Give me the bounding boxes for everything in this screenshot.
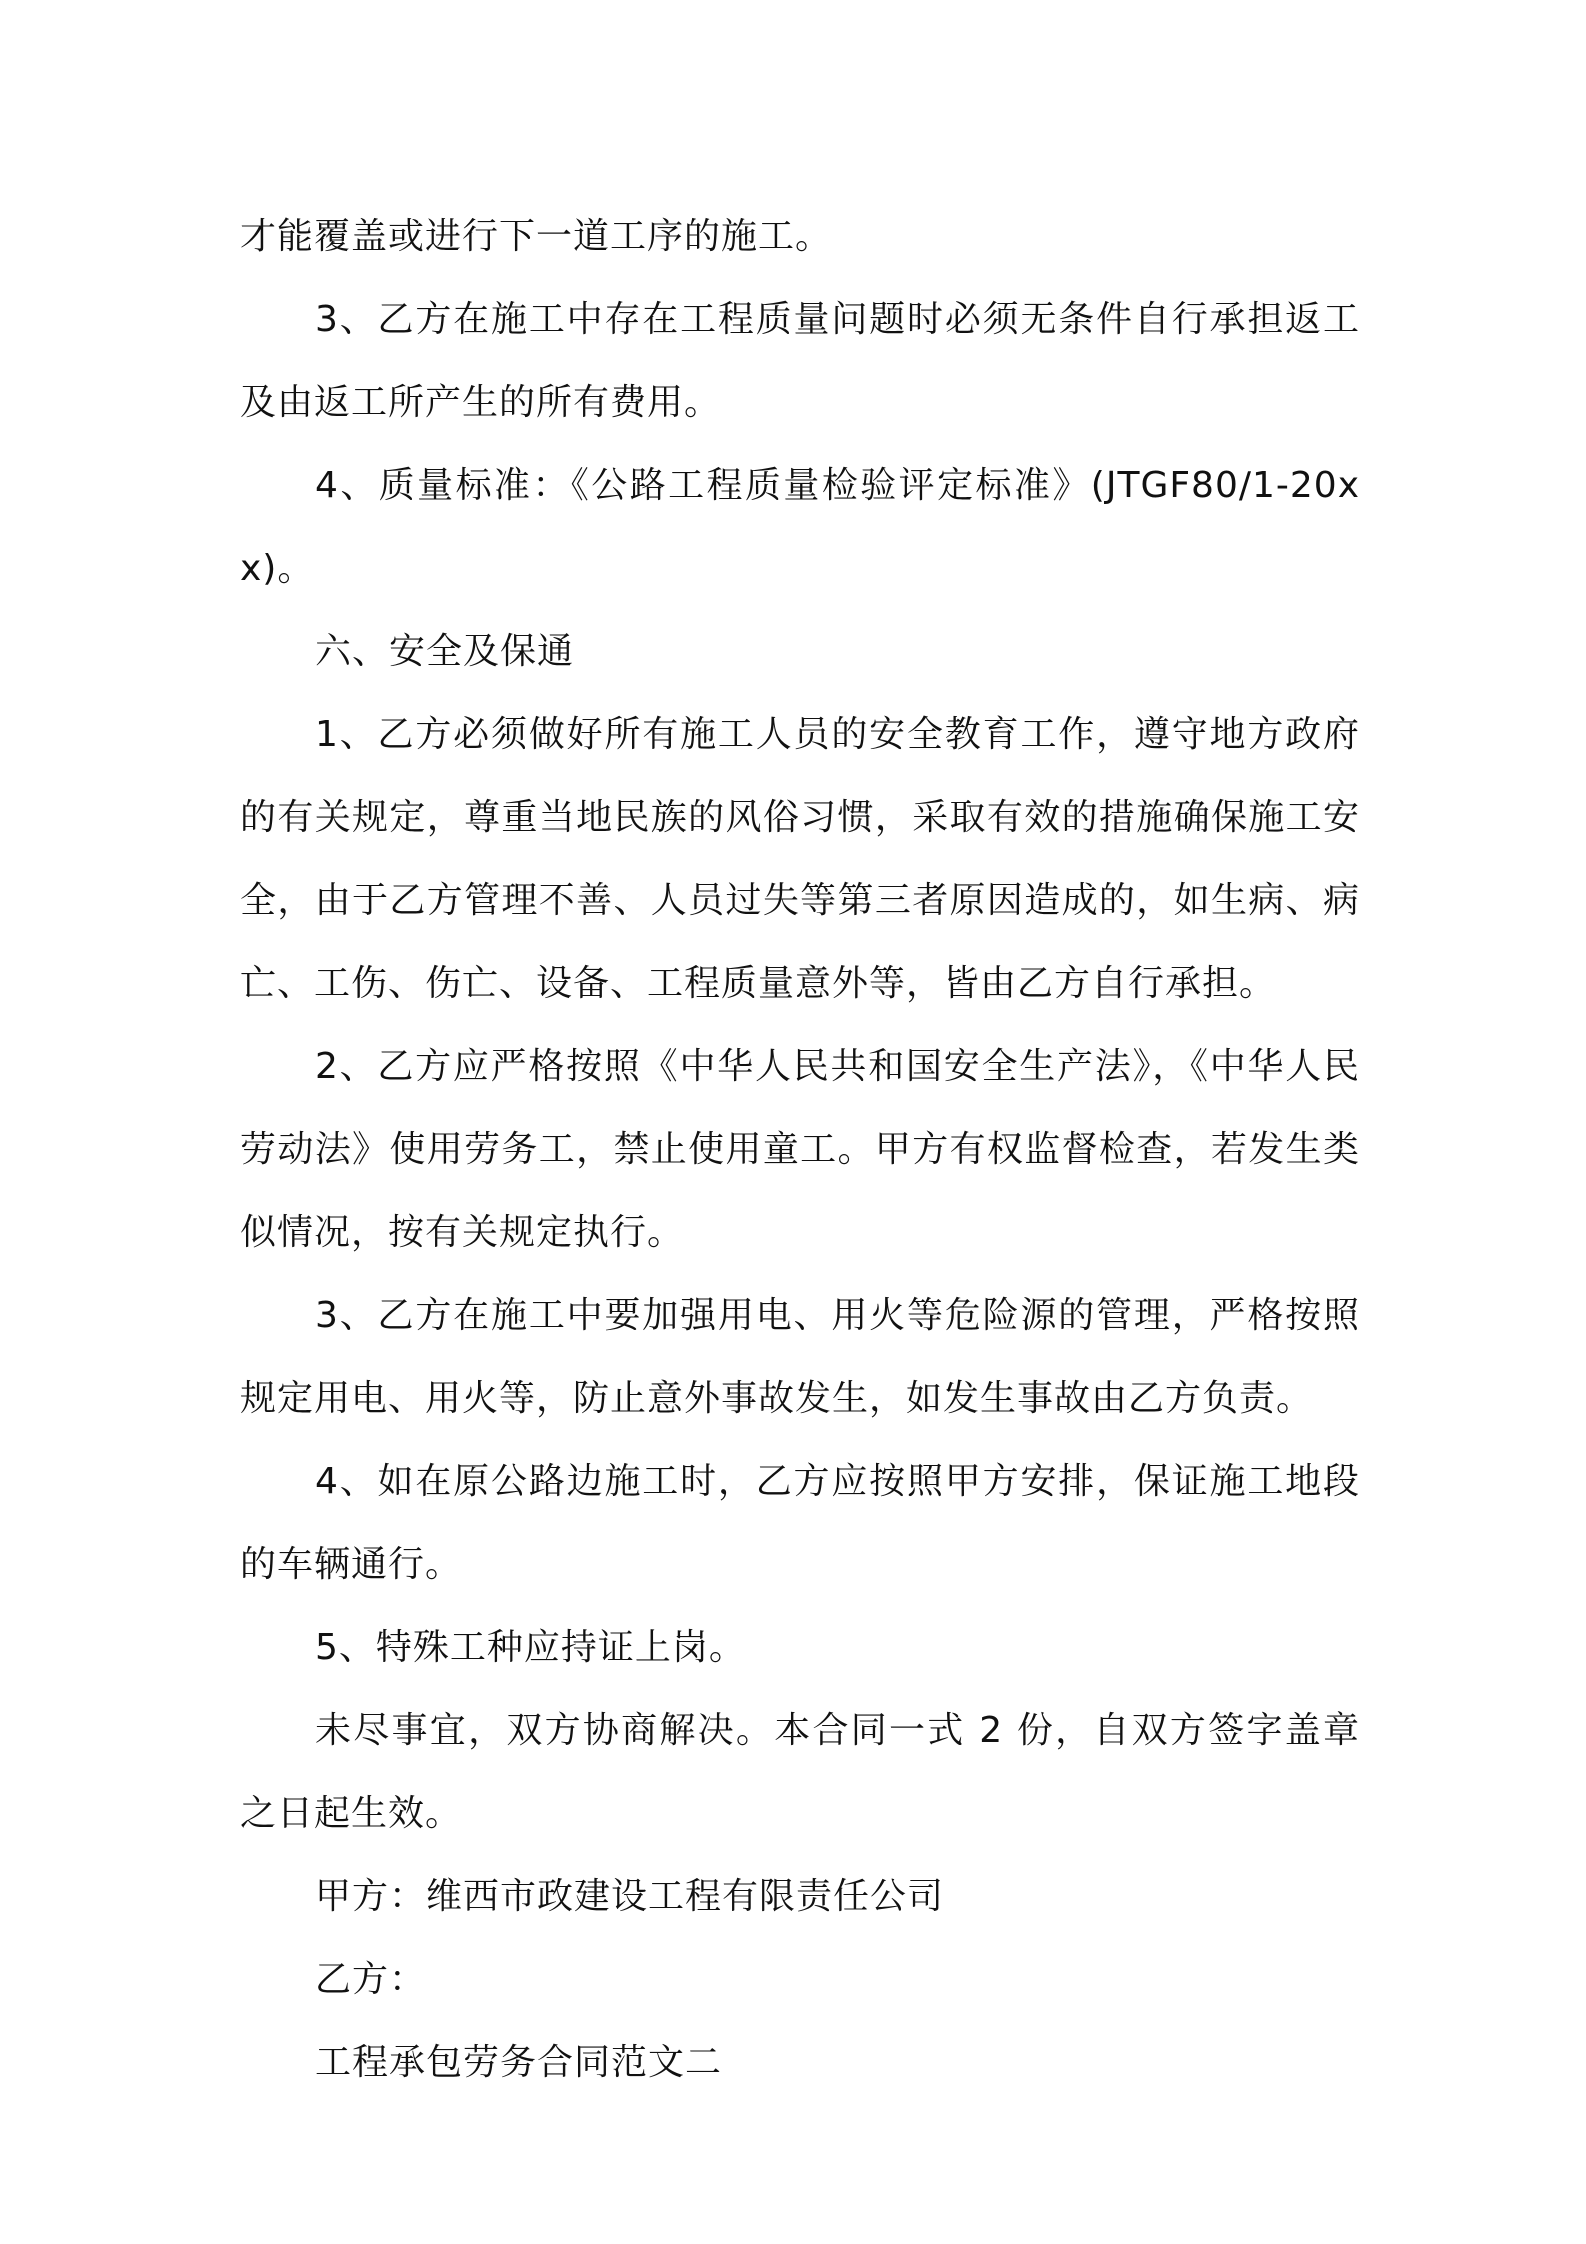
party-b-signature: 乙方： <box>315 1959 427 2000</box>
party-a-signature: 甲方：维西市政建设工程有限责任公司 <box>315 1876 945 1917</box>
next-document-title: 工程承包劳务合同范文二 <box>315 2042 723 2083</box>
clause-certified-workers: 5、特殊工种应持证上岗。 <box>315 1627 746 1668</box>
clause-traffic: 4、如在原公路边施工时，乙方应按照甲方安排，保证施工地段的车辆通行。 <box>240 1461 1360 1585</box>
clause-labor-law: 2、乙方应严格按照《中华人民共和国安全生产法》，《中华人民劳动法》使用劳务工，禁止使用童工。甲方有权监督检查，若发生类似情况，按有关规定执行。 <box>240 1046 1360 1253</box>
paragraph-continuation: 才能覆盖或进行下一道工序的施工。 <box>240 216 833 257</box>
section-heading-safety: 六、安全及保通 <box>315 631 575 672</box>
clause-safety-education: 1、乙方必须做好所有施工人员的安全教育工作，遵守地方政府的有关规定，尊重当地民族的风俗习惯，采取有效的措施确保施工安全，由于乙方管理不善、人员过失等第三者原因造成的，如生病、病亡、工伤、伤亡、设备、工程质量意外等，皆由乙方自行承担。 <box>240 714 1360 1004</box>
clause-effective: 未尽事宜，双方协商解决。本合同一式 2 份，自双方签字盖章之日起生效。 <box>240 1710 1360 1834</box>
clause-quality-rework: 3、乙方在施工中存在工程质量问题时必须无条件自行承担返工及由返工所产生的所有费用。 <box>240 299 1360 423</box>
clause-electricity-fire: 3、乙方在施工中要加强用电、用火等危险源的管理，严格按照规定用电、用火等，防止意外事故发生，如发生事故由乙方负责。 <box>240 1295 1360 1419</box>
document-body <box>240 195 1360 2104</box>
clause-quality-standard: 4、质量标准：《公路工程质量检验评定标准》(JTGF80/1-20xx)。 <box>240 465 1360 589</box>
